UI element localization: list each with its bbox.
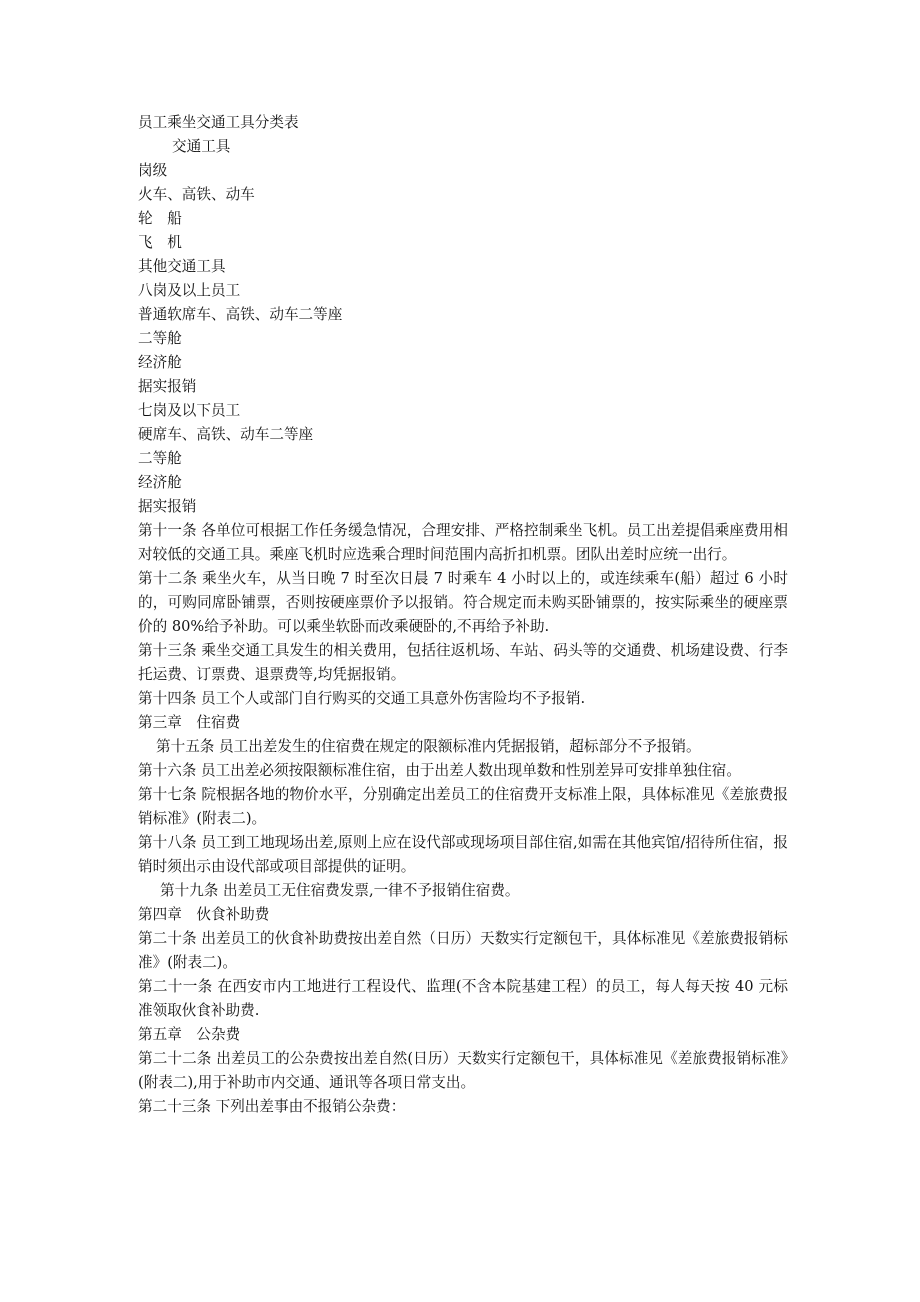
article-13: 第十三条 乘坐交通工具发生的相关费用，包括往返机场、车站、码头等的交通费、机场建设费、行李托运费、订票费、退票费等,均凭据报销。 — [138, 642, 788, 683]
article-20: 第二十条 出差员工的伙食补助费按出差自然（日历）天数实行定额包干，具体标准见《差旅费报销标准》(附表二)。 — [138, 930, 788, 971]
chapter-4-heading: 第四章 伙食补助费 — [138, 906, 270, 923]
article-16: 第十六条 员工出差必须按限额标准住宿，由于出差人数出现单数和性别差异可安排单独住宿。 — [138, 762, 741, 779]
table-row1-ship: 二等舱 — [138, 330, 182, 347]
chapter-3-heading: 第三章 住宿费 — [138, 714, 241, 731]
article-11: 第十一条 各单位可根据工作任务缓急情况，合理安排、严格控制乘坐飞机。员工出差提倡乘座费用相对较低的交通工具。乘座飞机时应选乘合理时间范围内高折扣机票。团队出差时应统一出行。 — [138, 522, 788, 563]
table-row1-train: 普通软席车、高铁、动车二等座 — [138, 306, 343, 323]
table-col-other: 其他交通工具 — [138, 258, 226, 275]
article-22: 第二十二条 出差员工的公杂费按出差自然(日历）天数实行定额包干，具体标准见《差旅费报销标准》(附表二),用于补助市内交通、通讯等各项日常支出。 — [138, 1050, 788, 1091]
table-header-transport: 交通工具 — [172, 138, 231, 155]
table-row1-plane: 经济舱 — [138, 354, 182, 371]
table-col-train: 火车、高铁、动车 — [138, 186, 255, 203]
table-title: 员工乘坐交通工具分类表 — [138, 114, 299, 131]
chapter-5-heading: 第五章 公杂费 — [138, 1026, 241, 1043]
article-17: 第十七条 院根据各地的物价水平，分别确定出差员工的住宿费开支标准上限，具体标准见《差旅费报销标准》(附表二)。 — [138, 786, 788, 827]
table-header-level: 岗级 — [138, 162, 168, 179]
table-row2-plane: 经济舱 — [138, 474, 182, 491]
article-19: 第十九条 出差员工无住宿费发票,一律不予报销住宿费。 — [160, 882, 520, 899]
table-row2-train: 硬席车、高铁、动车二等座 — [138, 426, 314, 443]
table-row2-other: 据实报销 — [138, 498, 197, 515]
table-col-plane: 飞 机 — [138, 234, 182, 251]
article-21: 第二十一条 在西安市内工地进行工程设代、监理(不含本院基建工程）的员工，每人每天按 40 元标准领取伙食补助费. — [138, 978, 788, 1019]
article-23: 第二十三条 下列出差事由不报销公杂费： — [138, 1098, 406, 1115]
table-row2-level: 七岗及以下员工 — [138, 402, 241, 419]
table-row1-level: 八岗及以上员工 — [138, 282, 241, 299]
article-18: 第十八条 员工到工地现场出差,原则上应在设代部或现场项目部住宿,如需在其他宾馆/招待所住宿，报销时须出示由设代部或项目部提供的证明。 — [138, 834, 788, 875]
article-14: 第十四条 员工个人或部门自行购买的交通工具意外伤害险均不予报销. — [138, 690, 586, 707]
article-12: 第十二条 乘坐火车，从当日晚 7 时至次日晨 7 时乘车 4 小时以上的，或连续乘车(船）超过 6 小时的，可购同席卧铺票，否则按硬座票价予以报销。符合规定而未购买卧铺票的，按实际乘坐的硬座票价的 80%给予补助。可以乘坐软卧而改乘硬卧的,不再给予补助. — [138, 570, 788, 635]
article-15: 第十五条 员工出差发生的住宿费在规定的限额标准内凭据报销，超标部分不予报销。 — [156, 738, 701, 755]
document-page — [138, 111, 788, 1119]
table-col-ship: 轮 船 — [138, 210, 182, 227]
table-row1-other: 据实报销 — [138, 378, 197, 395]
table-row2-ship: 二等舱 — [138, 450, 182, 467]
